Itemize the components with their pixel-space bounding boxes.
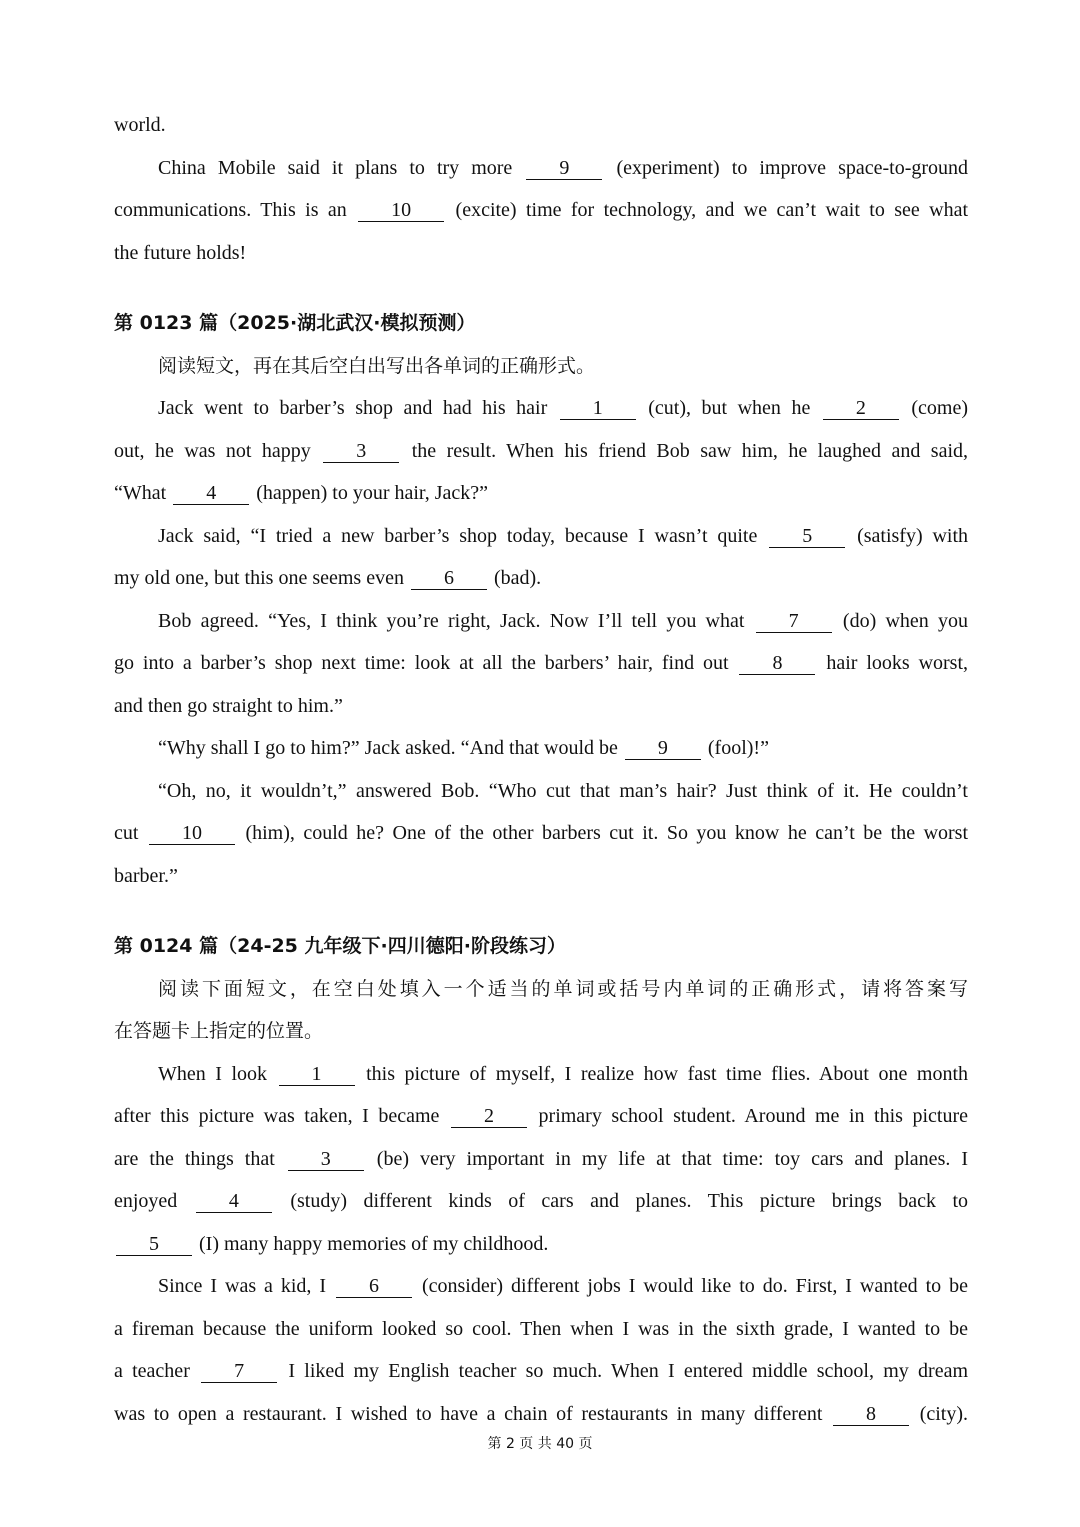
p0123-line-5: my old one, but this one seems even 6 (bad). [114, 567, 542, 589]
page-footer: 第 2 页 共 40 页 [487, 1436, 593, 1452]
p0124-line-4: enjoyed 4 (study) different kinds of cars and planes. This picture brings back to [114, 1190, 969, 1212]
p0124-line-9: was to open a restaurant. I wished to have a chain of restaurants in many different 8 (city). [114, 1402, 968, 1425]
passage-0123-instruction: 阅读短文，再在其后空白出写出各单词的正确形式。 [158, 354, 596, 377]
blank-1: 1 [560, 397, 636, 420]
document-body [114, 104, 968, 1435]
blank-7: 7 [756, 610, 832, 633]
prev-line-4: the future holds! [114, 241, 247, 264]
p0124-line-7: a fireman because the uniform looked so cool. Then when I was in the sixth grade, I wanted to be [114, 1317, 968, 1340]
blank-8: 8 [739, 652, 815, 675]
p0124-line-6: Since I was a kid, I 6 (consider) different jobs I would like to do. First, I wanted to be [158, 1275, 968, 1297]
passage-0123-heading: 第 0123 篇（2025·湖北武汉·模拟预测） [114, 312, 476, 334]
blank-8b: 8 [833, 1403, 909, 1426]
p0123-line-10: “Oh, no, it wouldn’t,” answered Bob. “Who cut that man’s hair? Just think of it. He couldn’t [158, 779, 968, 802]
p0124-line-5: 5 (I) many happy memories of my childhood. [114, 1223, 968, 1266]
passage-0124-heading: 第 0124 篇（24-25 九年级下·四川德阳·阶段练习） [114, 935, 566, 957]
p0123-line-12: barber.” [114, 864, 178, 887]
p0123-line-4: Jack said, “I tried a new barber’s shop today, because I wasn’t quite 5 (satisfy) with [158, 524, 969, 547]
blank-2: 2 [823, 397, 899, 420]
prev-line-2: China Mobile said it plans to try more 9 (experiment) to improve space-to-ground [158, 156, 969, 179]
blank-6: 6 [411, 567, 487, 590]
p0123-line-9: “Why shall I go to him?” Jack asked. “And that would be 9 (fool)!” [158, 737, 769, 759]
blank-2b: 2 [451, 1105, 527, 1128]
p0124-line-2: after this picture was taken, I became 2 primary school student. Around me in this picture [114, 1105, 969, 1127]
p0123-line-8: and then go straight to him.” [114, 694, 343, 717]
blank-6b: 6 [336, 1275, 412, 1298]
prev-line-1: world. [114, 114, 166, 136]
p0123-line-2: out, he was not happy 3 the result. When his friend Bob saw him, he laughed and said, [114, 439, 968, 462]
blank-10: 10 [358, 199, 444, 222]
p0124-line-8: a teacher 7 I liked my English teacher so much. When I entered middle school, my dream [114, 1360, 969, 1382]
blank-5b: 5 [116, 1233, 192, 1256]
p0123-line-1: Jack went to barber’s shop and had his hair 1 (cut), but when he 2 (come) [158, 397, 968, 419]
p0123-line-7: go into a barber’s shop next time: look at all the barbers’ hair, find out 8 hair looks worst, [114, 652, 969, 674]
passage-0124-instruction-1: 阅读下面短文，在空白处填入一个适当的单词或括号内单词的正确形式，请将答案写 [158, 977, 968, 1000]
p0123-line-3: “What 4 (happen) to your hair, Jack?” [114, 482, 489, 504]
blank-10b: 10 [149, 822, 235, 845]
blank-9: 9 [526, 157, 602, 180]
p0123-line-11: cut 10 (him), could he? One of the other barbers cut it. So you know he can’t be the worst [114, 822, 969, 844]
blank-1b: 1 [279, 1063, 355, 1086]
blank-5: 5 [769, 525, 845, 548]
blank-3b: 3 [288, 1148, 364, 1171]
p0123-line-6: Bob agreed. “Yes, I think you’re right, Jack. Now I’ll tell you what 7 (do) when you [158, 609, 969, 632]
p0124-line-1: When I look 1 this picture of myself, I realize how fast time flies. About one month [158, 1062, 968, 1085]
blank-9b: 9 [625, 737, 701, 760]
prev-line-3: communications. This is an 10 (excite) time for technology, and we can’t wait to see what [114, 199, 969, 221]
blank-4: 4 [173, 482, 249, 505]
blank-4b: 4 [196, 1190, 272, 1213]
passage-0124-instruction-2: 在答题卡上指定的位置。 [114, 1020, 324, 1042]
blank-3: 3 [323, 440, 399, 463]
blank-7b: 7 [201, 1360, 277, 1383]
p0124-line-3: are the things that 3 (be) very important in my life at that time: toy cars and planes. I [114, 1147, 969, 1170]
